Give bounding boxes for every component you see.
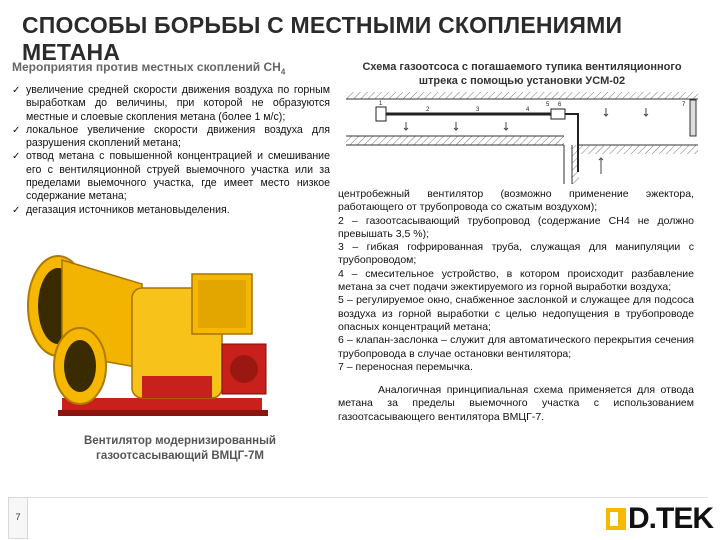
legend-item: центробежный вентилятор (возможно применение эжектора, работающего от трубопровода со сжатым воздухом); — [338, 188, 694, 214]
legend-item: 4 – смесительное устройство, в котором происходит разбавление метана за счет подачи эжектируемого из горной выработки воздуха; — [338, 267, 694, 294]
roof-hatch — [346, 92, 698, 99]
diagram-label: 4 — [526, 107, 530, 113]
fan-caption: Вентилятор модернизированный газоотсасывающий ВМЦГ-7М — [84, 435, 276, 462]
subtitle-subscript: 4 — [280, 67, 286, 77]
pillar-hatch — [346, 136, 564, 145]
measures-list — [12, 84, 330, 217]
partition — [690, 100, 696, 136]
logo-text: D.TEK — [628, 502, 713, 535]
diagram-label: 7 — [682, 102, 686, 108]
legend-item: 5 – регулируемое окно, снабженное заслонкой и служащее для подсоса воздуха из горной выработки с целью недопущения в трубопроводе опасных концентраций метана; — [338, 294, 694, 333]
mixer-box — [376, 107, 386, 121]
check-icon: ✓ — [12, 124, 21, 136]
summary-paragraph: Аналогичная принципиальная схема применяется для отвода метана за пределы выемочного участка с использованием газоотсасывающего вентилятора ВМЦГ-7. — [338, 384, 694, 423]
legend-item: 2 – газоотсасывающий трубопровод (содержание СН4 не должно превышать 3,5 %); — [338, 214, 694, 240]
slide-title: СПОСОБЫ БОРЬБЫ С МЕСТНЫМИ СКОПЛЕНИЯМИ МЕТАНА — [22, 12, 623, 65]
gas-suction-diagram — [346, 92, 698, 184]
fan-photo — [22, 248, 284, 426]
diagram-label: 5 — [546, 102, 550, 108]
legend-item: 6 – клапан-заслонка – служит для автоматического перекрытия сечения трубопровода в случае остановки вентилятора; — [338, 334, 694, 360]
diagram-title: Схема газоотсоса с погашаемого тупика вентиляционного штрека с помощью установки УСМ-02 — [362, 61, 682, 87]
diagram-label: 1 — [379, 101, 383, 107]
list-item: ✓ отвод метана с повышенной концентрацией и смешивание его с вентиляционной струей выемочного участка или за пределами выемочного участка, где имеет место низкое содержание метана; — [12, 150, 330, 203]
legend-text — [338, 188, 694, 424]
list-item: ✓ дегазация источников метановыделения. — [12, 203, 230, 216]
dtek-logo — [606, 502, 714, 536]
footer-divider — [8, 497, 708, 498]
legend-item: 7 – переносная перемычка. — [338, 360, 473, 373]
list-item: ✓ увеличение средней скорости движения воздуха по горным выработкам до величины, при которой не образуются местные и слоевые скопления метана (более 1 м/с); — [12, 84, 330, 123]
check-icon: ✓ — [12, 204, 21, 216]
diagram-label: 6 — [558, 102, 562, 108]
page-number: 7 — [8, 497, 28, 539]
subtitle-text: Мероприятия против местных скоплений СН — [12, 60, 281, 74]
check-icon: ✓ — [12, 85, 21, 96]
list-item: ✓ локальное увеличение скорости движения воздуха для разрушения скоплений метана; — [12, 123, 330, 150]
diagram-label: 2 — [426, 107, 430, 113]
legend-item: 3 – гибкая гофрированная труба, служащая для манипуляции с трубопроводом; — [338, 241, 694, 267]
logo-mark-icon — [606, 502, 630, 536]
subtitle — [12, 60, 285, 76]
fan-box — [551, 109, 565, 119]
diagram-label: 3 — [476, 107, 480, 113]
check-icon: ✓ — [12, 151, 21, 163]
